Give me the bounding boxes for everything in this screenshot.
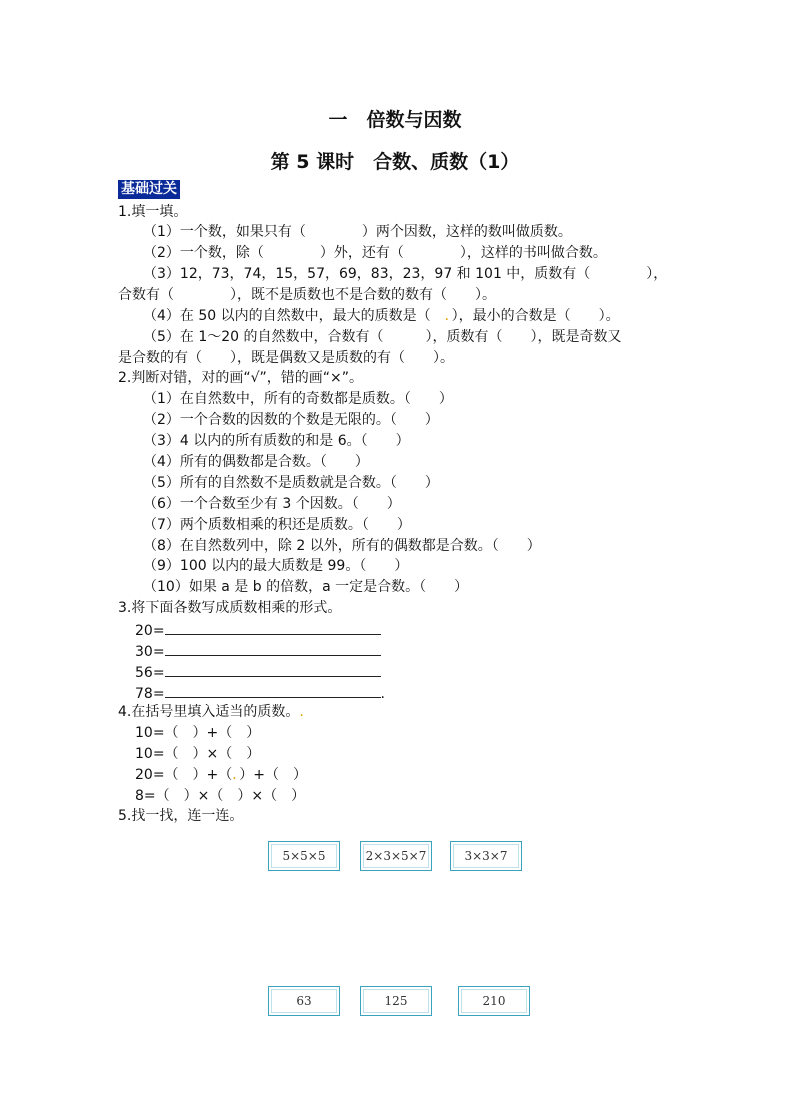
q4-heading-dot: . [299, 704, 304, 720]
q3-item-label: 78= [135, 686, 165, 702]
q4-item-3-part1: 20=（ ）+（ [135, 767, 233, 783]
number-box[interactable]: 63 [268, 986, 340, 1016]
q1-item-4-dot: ． [444, 308, 452, 324]
q4-item: 8=（ ）×（ ）×（ ） [135, 788, 306, 804]
lesson-title: 第 5 课时 合数、质数（1） [270, 151, 520, 173]
q1-heading: 1.填一填。 [118, 204, 188, 220]
q3-item [135, 682, 385, 702]
q3-item [135, 640, 381, 660]
q3-item [135, 619, 381, 639]
q1-item-1: （1）一个数，如果只有（ ）两个因数，这样的数叫做质数。 [143, 224, 572, 240]
number-box[interactable]: 125 [360, 986, 432, 1016]
expression-box[interactable]: 5×5×5 [268, 841, 340, 871]
q3-item [135, 661, 381, 681]
q3-item-label: 20= [135, 623, 165, 639]
q4-item-3-dot: ． [232, 767, 240, 783]
q1-item-5-cont: 是合数的有（ ），既是偶数又是质数的有（ ）。 [118, 350, 454, 366]
q1-item-4-part2: ），最小的合数是（ ）。 [451, 308, 620, 324]
q2-item: （3）4 以内的所有质数的和是 6。（ ） [143, 433, 410, 449]
q2-item: （1）在自然数中，所有的奇数都是质数。（ ） [143, 391, 453, 407]
unit-title: 一 倍数与因数 [328, 109, 462, 131]
q2-item: （7）两个质数相乘的积还是质数。（ ） [143, 517, 411, 533]
q4-item: 10=（ ）+（ ） [135, 725, 261, 741]
answer-line[interactable] [165, 619, 381, 635]
answer-line[interactable] [165, 640, 381, 656]
q2-item: （6）一个合数至少有 3 个因数。（ ） [143, 496, 401, 512]
answer-line[interactable] [165, 682, 381, 698]
q5-heading: 5.找一找，连一连。 [118, 808, 244, 824]
q2-item: （4）所有的偶数都是合数。（ ） [143, 454, 369, 470]
q4-heading [118, 702, 304, 722]
q1-item-2: （2）一个数，除（ ）外，还有（ ），这样的书叫做合数。 [143, 245, 607, 261]
q1-item-3-cont: 合数有（ ），既不是质数也不是合数的数有（ ）。 [118, 287, 496, 303]
q3-item-label: 56= [135, 665, 165, 681]
q4-item: 10=（ ）×（ ） [135, 746, 261, 762]
expression-box[interactable]: 3×3×7 [450, 841, 522, 871]
q3-heading: 3.将下面各数写成质数相乘的形式。 [118, 600, 342, 616]
q2-item: （9）100 以内的最大质数是 99。（ ） [143, 558, 409, 574]
q4-heading-text: 4.在括号里填入适当的质数。 [118, 704, 300, 720]
q2-item: （5）所有的自然数不是质数就是合数。（ ） [143, 475, 439, 491]
answer-line[interactable] [165, 661, 381, 677]
number-box[interactable]: 210 [458, 986, 530, 1016]
q4-item [135, 765, 307, 785]
q3-end-mark: . [380, 686, 385, 702]
q1-item-4 [143, 306, 620, 326]
q1-item-5: （5）在 1～20 的自然数中，合数有（ ），质数有（ ），既是奇数又 [143, 329, 622, 345]
q2-item: （10）如果 a 是 b 的倍数，a 一定是合数。（ ） [143, 579, 469, 595]
q2-item: （8）在自然数列中，除 2 以外，所有的偶数都是合数。（ ） [143, 538, 541, 554]
q3-item-label: 30= [135, 644, 165, 660]
q1-item-3: （3）12，73，74，15，57，69，83，23，97 和 101 中，质数有（ ）， [143, 266, 668, 282]
q2-item: （2）一个合数的因数的个数是无限的。（ ） [143, 412, 439, 428]
q2-heading: 2.判断对错，对的画“√”，错的画“×”。 [118, 370, 364, 386]
expression-box[interactable]: 2×3×5×7 [360, 841, 432, 871]
q1-item-4-part1: （4）在 50 以内的自然数中，最大的质数是（ [143, 308, 431, 324]
q4-item-3-part2: ）+（ ） [239, 767, 308, 783]
section-tag: 基础过关 [118, 180, 180, 199]
